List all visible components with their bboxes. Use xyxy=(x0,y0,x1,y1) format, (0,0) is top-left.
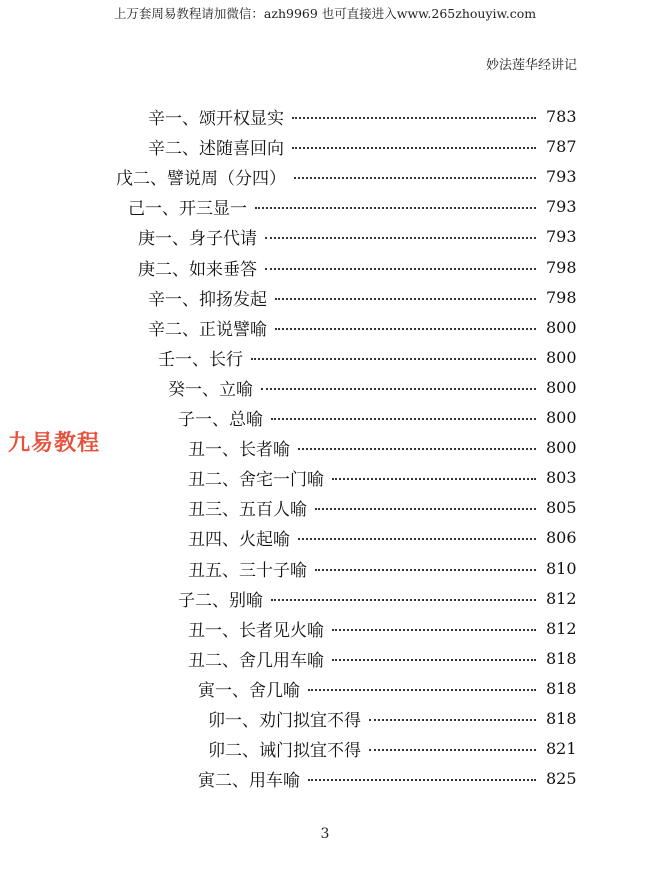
toc-entry[interactable] xyxy=(116,161,576,191)
toc-entry-title: 子二、别喻 xyxy=(178,590,263,611)
dot-leader xyxy=(271,418,536,420)
toc-entry[interactable] xyxy=(138,221,576,251)
toc-entry-title: 丑二、舍几用车喻 xyxy=(188,650,324,671)
toc-entry-title: 寅一、舍几喻 xyxy=(198,680,300,701)
toc-entry-title: 壬一、长行 xyxy=(158,349,243,370)
toc-entry-page: 793 xyxy=(546,226,577,246)
toc-entry-title: 戊二、譬说周（分四） xyxy=(116,168,286,189)
dot-leader xyxy=(275,328,536,330)
toc-entry-title: 丑二、舍宅一门喻 xyxy=(188,469,324,490)
toc-entry[interactable] xyxy=(188,492,576,522)
dot-leader xyxy=(251,358,536,360)
toc-entry-title: 辛二、正说譬喻 xyxy=(148,319,267,340)
toc-entry[interactable] xyxy=(178,402,576,432)
dot-leader xyxy=(332,659,536,661)
dot-leader xyxy=(369,719,536,721)
toc-entry-page: 793 xyxy=(546,196,577,216)
toc-entry-title: 丑三、五百人喻 xyxy=(188,499,307,520)
toc-entry-page: 825 xyxy=(546,768,577,788)
toc-entry-page: 810 xyxy=(546,558,577,578)
dot-leader xyxy=(315,508,536,510)
toc-entry-page: 818 xyxy=(546,678,577,698)
toc-entry-title: 卯二、诫门拟宜不得 xyxy=(208,740,361,761)
toc-entry[interactable] xyxy=(158,342,576,372)
dot-leader xyxy=(332,478,536,480)
toc-entry-title: 庚一、身子代请 xyxy=(138,228,257,249)
toc-entry[interactable] xyxy=(148,282,576,312)
toc-entry[interactable] xyxy=(188,553,576,583)
dot-leader xyxy=(271,599,536,601)
toc-entry-page: 798 xyxy=(546,287,577,307)
dot-leader xyxy=(369,749,536,751)
toc-entry[interactable] xyxy=(198,673,576,703)
dot-leader xyxy=(332,629,536,631)
dot-leader xyxy=(298,538,536,540)
dot-leader xyxy=(315,569,536,571)
dot-leader xyxy=(275,298,536,300)
toc-entry-page: 800 xyxy=(546,407,577,427)
toc-entry[interactable] xyxy=(138,252,576,282)
dot-leader xyxy=(298,448,536,450)
toc-entry[interactable] xyxy=(148,101,576,131)
toc-entry-title: 子一、总喻 xyxy=(178,409,263,430)
top-banner: 上万套周易教程请加微信：azh9969 也可直接进入www.265zhouyiw.com xyxy=(113,6,537,21)
toc-entry-page: 806 xyxy=(546,527,577,547)
toc-entry-page: 818 xyxy=(546,648,577,668)
toc-entry[interactable] xyxy=(148,131,576,161)
toc-entry-page: 812 xyxy=(546,588,577,608)
dot-leader xyxy=(308,689,536,691)
toc-entry-title: 辛一、颂开权显实 xyxy=(148,108,284,129)
toc-entry[interactable] xyxy=(188,522,576,552)
running-header: 妙法莲华经讲记 xyxy=(485,58,577,73)
toc-entry-page: 818 xyxy=(546,708,577,728)
toc-entry[interactable] xyxy=(208,703,576,733)
toc-entry[interactable] xyxy=(208,733,576,763)
dot-leader xyxy=(261,388,536,390)
toc-entry[interactable] xyxy=(168,372,576,402)
toc-entry-title: 辛二、述随喜回向 xyxy=(148,138,284,159)
dot-leader xyxy=(292,147,536,149)
dot-leader xyxy=(265,237,536,239)
toc-entry-page: 787 xyxy=(546,136,577,156)
toc-entry-title: 寅二、用车喻 xyxy=(198,770,300,791)
toc-entry[interactable] xyxy=(188,643,576,673)
toc-entry-page: 800 xyxy=(546,317,577,337)
toc-entry-page: 783 xyxy=(546,106,577,126)
toc-entry-page: 800 xyxy=(546,437,577,457)
toc-entry[interactable] xyxy=(128,191,576,221)
toc-entry-title: 丑四、火起喻 xyxy=(188,529,290,550)
dot-leader xyxy=(308,779,536,781)
toc-entry-title: 丑五、三十子喻 xyxy=(188,560,307,581)
toc-entry-page: 798 xyxy=(546,257,577,277)
toc-entry[interactable] xyxy=(188,462,576,492)
toc-entry-page: 800 xyxy=(546,347,577,367)
toc-entry-page: 812 xyxy=(546,618,577,638)
toc-entry-title: 丑一、长者喻 xyxy=(188,439,290,460)
toc-entry-page: 793 xyxy=(546,166,577,186)
toc-entry-page: 805 xyxy=(546,497,577,517)
dot-leader xyxy=(255,207,536,209)
toc-entry-page: 803 xyxy=(546,467,577,487)
toc-entry-title: 庚二、如来垂答 xyxy=(138,259,257,280)
toc-entry-page: 800 xyxy=(546,377,577,397)
toc-entry-title: 己一、开三显一 xyxy=(128,198,247,219)
page-number: 3 xyxy=(320,826,330,842)
dot-leader xyxy=(265,268,536,270)
toc-entry[interactable] xyxy=(188,613,576,643)
dot-leader xyxy=(294,177,536,179)
watermark-text: 九易教程 xyxy=(8,431,101,456)
toc-entry[interactable] xyxy=(198,763,576,793)
toc-entry-title: 辛一、抑扬发起 xyxy=(148,289,267,310)
toc-entry[interactable] xyxy=(148,312,576,342)
toc-entry-page: 821 xyxy=(546,738,577,758)
toc-entry[interactable] xyxy=(188,432,576,462)
toc-entry[interactable] xyxy=(178,583,576,613)
toc-entry-title: 卯一、劝门拟宜不得 xyxy=(208,710,361,731)
toc-entry-title: 癸一、立喻 xyxy=(168,379,253,400)
toc-entry-title: 丑一、长者见火喻 xyxy=(188,620,324,641)
dot-leader xyxy=(292,117,536,119)
